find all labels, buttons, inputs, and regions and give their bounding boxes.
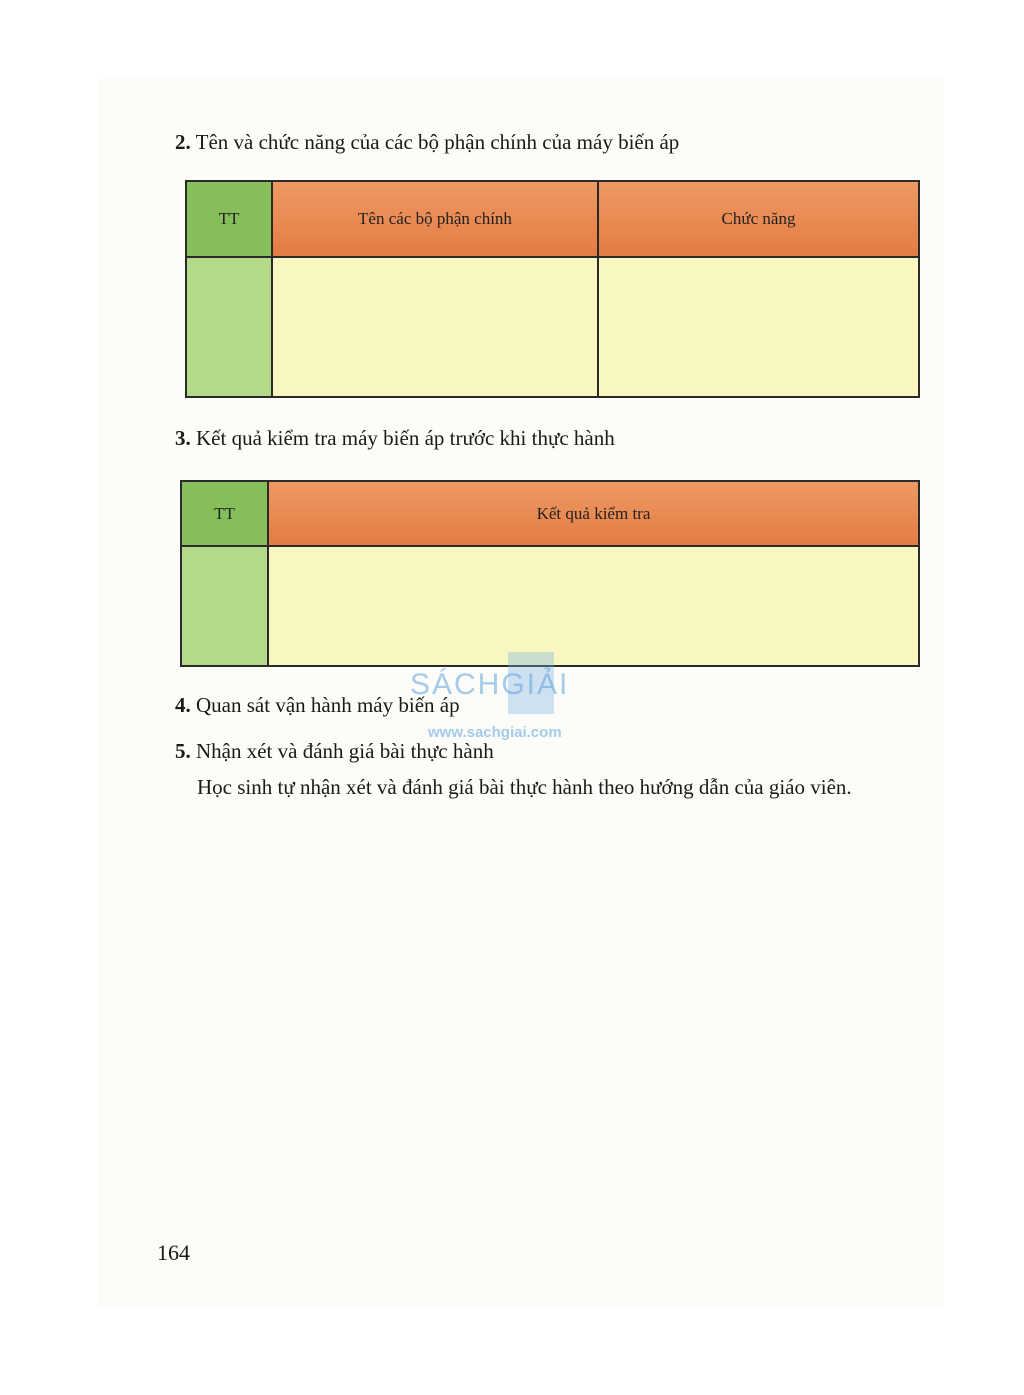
table2-cell-function[interactable] — [598, 257, 919, 397]
page-number: 164 — [157, 1240, 190, 1265]
watermark-url: www.sachgiai.com — [428, 724, 562, 741]
section-5-number: 5. — [175, 739, 191, 763]
check-result-table — [180, 480, 920, 667]
parts-function-table — [185, 180, 920, 398]
table3-header-result: Kết quả kiểm tra — [268, 481, 919, 546]
section-5-body: Học sinh tự nhận xét và đánh giá bài thực hành theo hướng dẫn của giáo viên. — [197, 775, 852, 799]
section-5-title: Nhận xét và đánh giá bài thực hành — [196, 739, 494, 763]
watermark-logo-text: SÁCHGIẢI — [410, 668, 570, 701]
section-2-heading — [175, 130, 679, 155]
table2-header-parts: Tên các bộ phận chính — [272, 181, 598, 257]
section-4-title: Quan sát vận hành máy biến áp — [196, 693, 460, 717]
table2-header-function: Chức năng — [598, 181, 919, 257]
section-2-title: Tên và chức năng của các bộ phận chính của máy biến áp — [195, 130, 680, 154]
section-4-number: 4. — [175, 693, 191, 717]
section-3-title: Kết quả kiểm tra máy biến áp trước khi thực hành — [196, 426, 615, 450]
section-2-number: 2. — [175, 130, 191, 154]
table3-cell-result[interactable] — [268, 546, 919, 666]
section-3-heading — [175, 426, 615, 451]
table3-cell-tt[interactable] — [181, 546, 268, 666]
table2-cell-tt[interactable] — [186, 257, 272, 397]
section-3-number: 3. — [175, 426, 191, 450]
table3-header-tt: TT — [181, 481, 268, 546]
table2-header-tt: TT — [186, 181, 272, 257]
section-4-heading — [175, 693, 460, 718]
table2-cell-parts[interactable] — [272, 257, 598, 397]
section-5-heading — [175, 739, 494, 764]
